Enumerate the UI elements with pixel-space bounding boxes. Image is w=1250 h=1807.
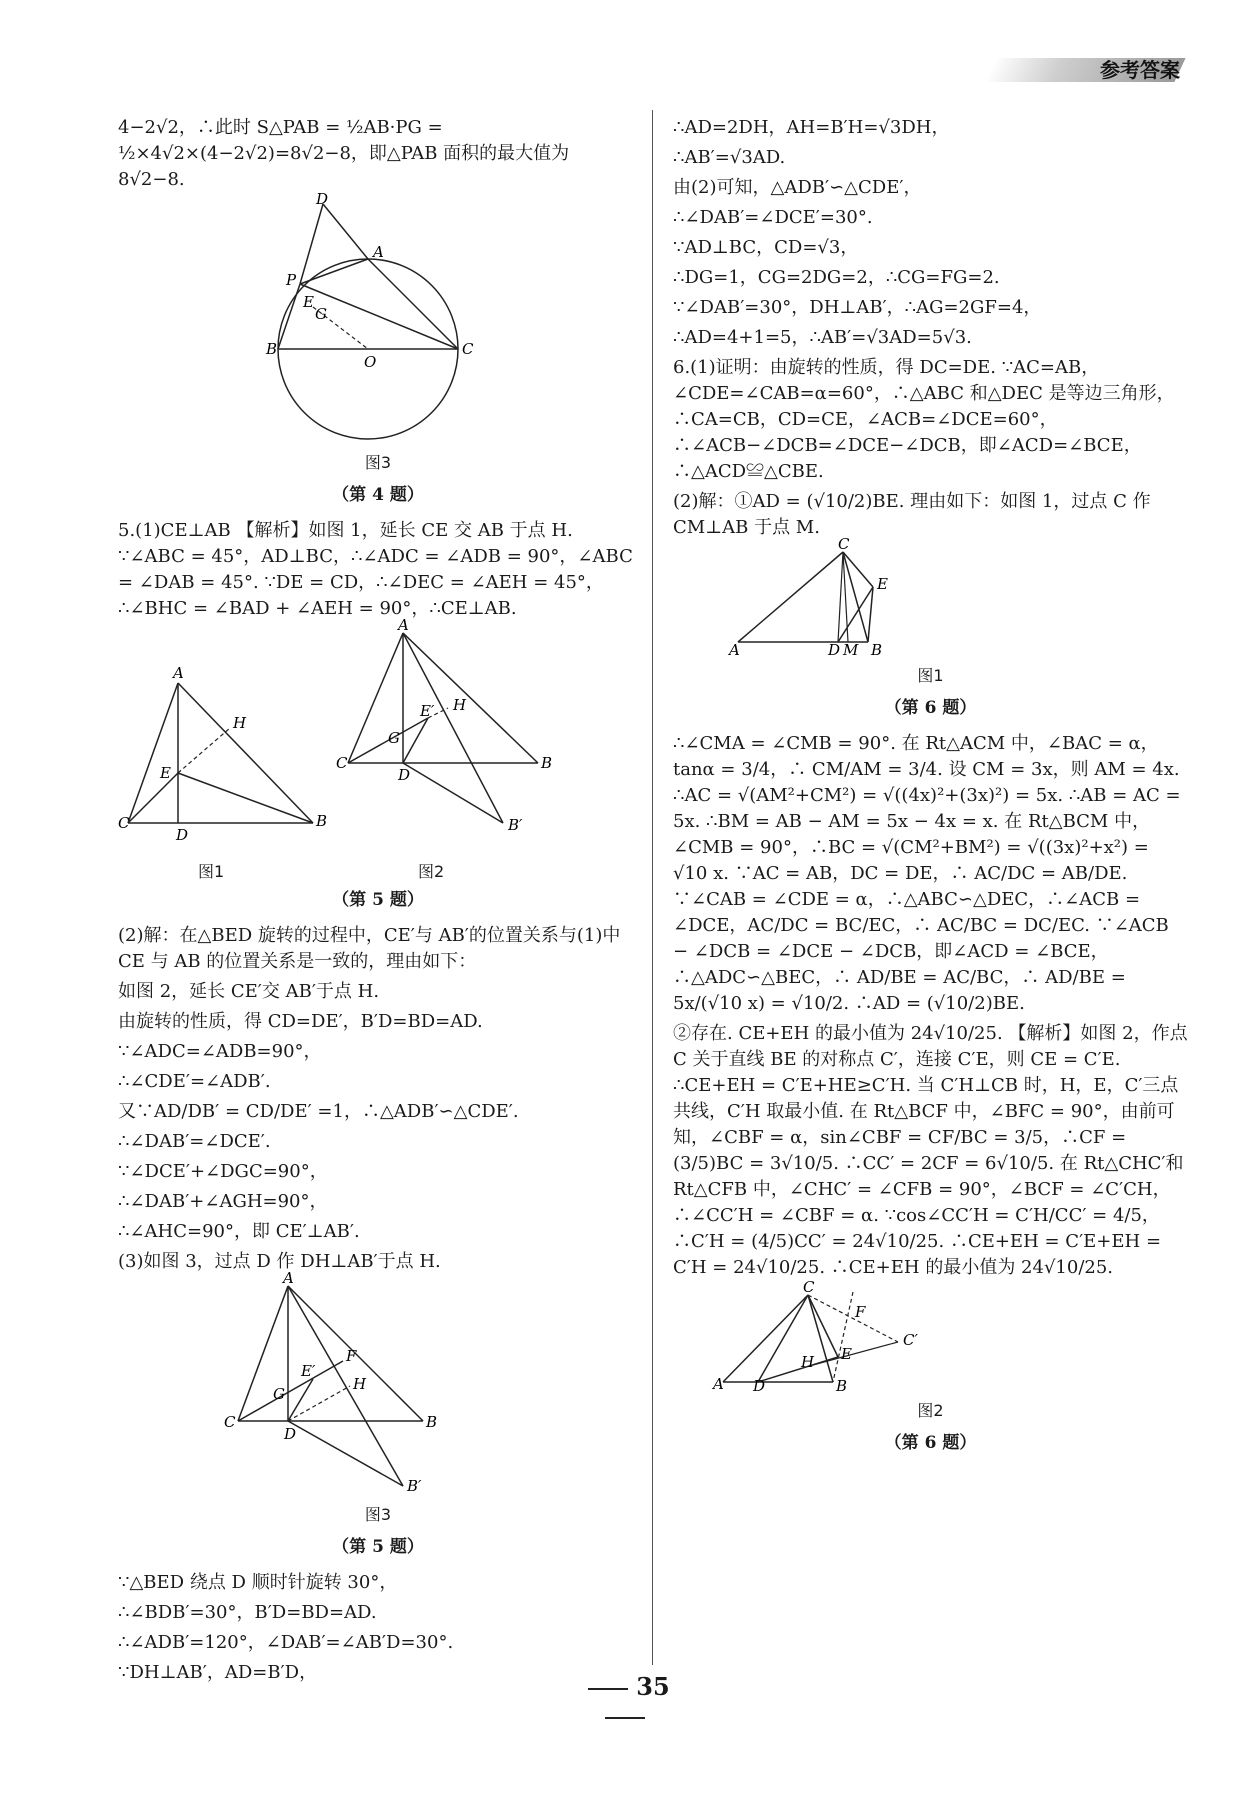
text-p5-9: ∵∠DCE′+∠DGC=90°， [118, 1161, 328, 1182]
text-r6: ∴DG=1，CG=2DG=2，∴CG=FG=2. [673, 267, 1000, 288]
svg-text:D: D [753, 1377, 766, 1395]
text-p5-2: (2)解：在△BED 旋转的过程中，CE′与 AB′的位置关系与(1)中 CE 与 AB 的位置关系是一致的，理由如下： [118, 925, 621, 972]
svg-text:A: A [713, 1375, 724, 1393]
svg-text:G: G [388, 729, 400, 747]
text-r11: ∴∠CMA = ∠CMB = 90°. 在 Rt△ACM 中，∠BAC = α，tanα = 3/4，∴ CM/AM = 3/4. 设 CM = 3x，则 AM = 4x. ∴AC = √(AM²+CM²) = √((4x)²+(3x)²) = 5x. ∴AB = AC = 5x. ∴BM = AB − AM = 5x − 4x = x. 在 Rt△BCM 中，∠CMB = 90°，∴BC = √(CM²+BM²) = √((3x)²+x²) = √10 x. ∵AC = AB，DC = DE，∴ AC/DC = AB/DE. ∵∠CAB = ∠CDE = α，∴△ABC∽△DEC，∴∠ACB = ∠DCE，AC/DC = BC/EC，∴ AC/BC = DC/EC. ∵∠ACB − ∠DCB = ∠DCE − ∠DCB，即∠ACD = ∠BCE，∴△ADC∽△BEC，∴ AD/BE = AC/BC，∴ AD/BE = 5x/(√10 x) = √10/2. ∴AD = (√10/2)BE. [673, 733, 1181, 1014]
svg-text:H: H [353, 1375, 367, 1393]
svg-text:C′: C′ [903, 1331, 918, 1349]
triangle-diagram-q6-2 [673, 1278, 1188, 1395]
svg-text:D: D [176, 826, 189, 844]
title-q4: （第 4 题） [332, 485, 424, 505]
text-r8: ∴AD=4+1=5，∴AB′=√3AD=5√3. [673, 327, 972, 348]
text-p5-11: ∴∠AHC=90°，即 CE′⊥AB′. [118, 1221, 360, 1242]
caption-q4: 图3 [364, 453, 392, 472]
header-title: 参考答案 [1100, 58, 1180, 82]
svg-text:B: B [266, 340, 278, 358]
title-q6-b: （第 6 题） [884, 1433, 977, 1453]
svg-text:E: E [841, 1345, 852, 1363]
text-r10: (2)解：①AD = (√10/2)BE. 理由如下：如图 1，过点 C 作 CM⊥AB 于点 M. [673, 491, 1151, 538]
figure-q5-b [118, 1269, 638, 1496]
text-p5-14: ∴∠BDB′=30°，B′D=BD=AD. [118, 1602, 377, 1623]
svg-text:B: B [316, 812, 328, 830]
svg-text:A: A [398, 616, 409, 634]
text-p5-7: 又∵AD/DB′ = CD/DE′ =1，∴△ADB′∽△CDE′. [118, 1101, 519, 1122]
svg-text:D: D [398, 766, 411, 784]
svg-text:B: B [871, 641, 883, 659]
text-r7: ∵∠DAB′=30°，DH⊥AB′，∴AG=2GF=4， [673, 297, 1042, 318]
caption-q5-fig1: 图1 [198, 862, 225, 881]
figure-q6-a [673, 535, 1188, 659]
svg-text:B: B [426, 1413, 438, 1431]
svg-text:C: C [118, 814, 130, 832]
svg-text:P: P [286, 271, 297, 289]
caption-q6-fig2: 图2 [917, 1401, 944, 1420]
text-p5-15: ∴∠ADB′=120°，∠DAB′=∠AB′D=30°. [118, 1632, 454, 1653]
title-q6-a: （第 6 题） [884, 698, 977, 718]
text-p5-10: ∴∠DAB′+∠AGH=90°， [118, 1191, 328, 1212]
svg-text:O: O [364, 353, 377, 371]
svg-text:D: D [828, 641, 841, 659]
svg-text:A: A [173, 664, 184, 682]
text-r12: ②存在. CE+EH 的最小值为 24√10/25. 【解析】如图 2，作点 C 关于直线 BE 的对称点 C′，连接 C′E，则 CE = C′E. ∴CE+EH = C′E+HE≥C′H. 当 C′H⊥CB 时，H，E，C′三点共线，C′H 取最小值. 在 Rt△BCF 中，∠BFC = 90°，由前可知，∠CBF = α，sin∠CBF = CF/BC = 3/5，∴CF = (3/5)BC = 3√10/5. ∴CC′ = 2CF = 6√10/5. 在 Rt△CHC′和 Rt△CFB 中，∠CHC′ = ∠CFB = 90°，∠BCF = ∠C′CH，∴∠CC′H = ∠CBF = α. ∵cos∠CC′H = C′H/CC′ = 4/5，∴C′H = (4/5)CC′ = 24√10/25. ∴CE+EH = C′E+EH = C′H = 24√10/25. ∴CE+EH 的最小值为 24√10/25. [673, 1023, 1188, 1278]
left-column [118, 115, 638, 1690]
triangle-diagram-q6-1 [673, 535, 1188, 659]
svg-text:C: C [224, 1413, 236, 1431]
svg-text:B: B [541, 754, 553, 772]
svg-text:B′: B′ [508, 816, 523, 834]
right-column [673, 115, 1188, 1466]
caption-q5-fig3: 图3 [364, 1505, 392, 1524]
svg-text:C: C [803, 1278, 815, 1296]
text-p5-3: 如图 2，延长 CE′交 AB′于点 H. [118, 981, 380, 1002]
triangle-diagrams-1-2 [118, 616, 638, 853]
svg-text:G: G [273, 1385, 285, 1403]
text-r1: ∴AD=2DH，AH=B′H=√3DH， [673, 117, 950, 138]
svg-text:M: M [843, 641, 859, 659]
text-p5-8: ∴∠DAB′=∠DCE′. [118, 1131, 271, 1152]
svg-text:D: D [316, 190, 329, 208]
svg-text:D: D [284, 1425, 297, 1443]
column-divider [652, 110, 653, 1665]
text-r4: ∴∠DAB′=∠DCE′=30°. [673, 207, 873, 228]
text-p5-12: (3)如图 3，过点 D 作 DH⊥AB′于点 H. [118, 1251, 441, 1272]
caption-q5-fig2: 图2 [418, 862, 445, 881]
svg-text:C: C [336, 754, 348, 772]
triangle-diagram-3 [118, 1269, 638, 1496]
svg-text:E′: E′ [420, 702, 435, 720]
figure-q5-a [118, 616, 638, 853]
caption-q6-fig1: 图1 [917, 666, 944, 685]
text-r3: 由(2)可知，△ADB′∽△CDE′， [673, 177, 922, 198]
svg-text:H: H [233, 714, 247, 732]
circle-diagram [118, 190, 638, 444]
svg-text:A: A [729, 641, 740, 659]
svg-text:E′: E′ [301, 1362, 316, 1380]
text-r5: ∵AD⊥BC，CD=√3， [673, 237, 859, 258]
svg-text:F: F [346, 1347, 357, 1365]
text-p5-5: ∵∠ADC=∠ADB=90°， [118, 1041, 322, 1062]
svg-text:F: F [855, 1303, 866, 1321]
svg-text:G: G [315, 305, 327, 323]
svg-text:C: C [462, 340, 474, 358]
svg-text:A: A [283, 1269, 294, 1287]
svg-text:A: A [373, 243, 384, 261]
svg-text:E: E [877, 575, 888, 593]
figure-q6-b [673, 1278, 1188, 1395]
figure-q4 [118, 190, 638, 444]
text-p5-13: ∵△BED 绕点 D 顺时针旋转 30°， [118, 1572, 398, 1593]
text-p5-16: ∵DH⊥AB′，AD=B′D， [118, 1662, 318, 1683]
svg-text:B′: B′ [407, 1477, 422, 1495]
svg-text:H: H [801, 1353, 815, 1371]
text-p5-1: 5.(1)CE⊥AB 【解析】如图 1，延长 CE 交 AB 于点 H. ∵∠ABC = 45°，AD⊥BC，∴∠ADC = ∠ADB = 90°，∠ABC = ∠DAB = 45°. ∵DE = CD，∴∠DEC = ∠AEH = 45°，∴∠BHC = ∠BAD + ∠AEH = 90°，∴CE⊥AB. [118, 520, 633, 619]
svg-text:B: B [836, 1377, 848, 1395]
svg-text:C: C [838, 535, 850, 553]
text-r9: 6.(1)证明：由旋转的性质，得 DC=DE. ∵AC=AB，∠CDE=∠CAB=α=60°，∴△ABC 和△DEC 是等边三角形，∴CA=CB，CD=CE，∠ACB=∠DCE=60°，∴∠ACB−∠DCB=∠DCE−∠DCB，即∠ACD=∠BCE，∴△ACD≌△CBE. [673, 357, 1175, 482]
text-p5-4: 由旋转的性质，得 CD=DE′，B′D=BD=AD. [118, 1011, 483, 1032]
svg-text:H: H [453, 696, 467, 714]
text-p1: 4−2√2，∴此时 S△PAB = ½AB·PG = ½×4√2×(4−2√2)=8√2−8，即△PAB 面积的最大值为 8√2−8. [118, 117, 570, 190]
header-banner [990, 52, 1190, 86]
svg-text:E: E [160, 764, 171, 782]
title-q5-a: （第 5 题） [332, 890, 424, 910]
text-r2: ∴AB′=√3AD. [673, 147, 786, 168]
page-number: 35 [555, 1672, 695, 1730]
title-q5-b: （第 5 题） [332, 1537, 424, 1557]
svg-text:E: E [303, 293, 314, 311]
text-p5-6: ∴∠CDE′=∠ADB′. [118, 1071, 271, 1092]
